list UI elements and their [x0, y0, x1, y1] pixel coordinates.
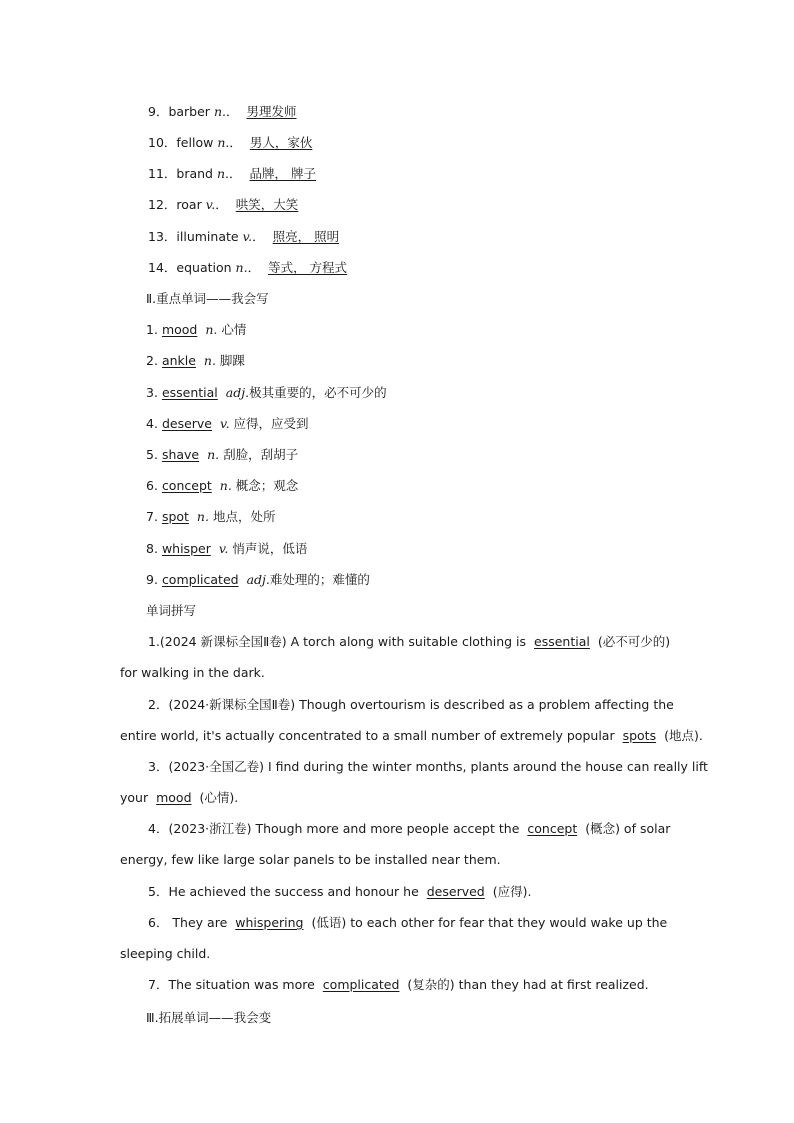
answer-blank: concept: [161, 478, 212, 493]
answer-blank: deserved: [426, 884, 485, 899]
answer-blank: complicated: [322, 977, 400, 992]
section-heading: Ⅲ.拓展单词——我会变: [146, 1010, 272, 1025]
vocab-item: 6. concept n. 概念；观念: [146, 478, 299, 493]
vocab-item: 7. spot n. 地点，处所: [146, 509, 276, 524]
answer-blank: 哄笑，大笑: [235, 197, 299, 212]
vocab-item: 1. mood n. 心情: [146, 322, 247, 337]
answer-blank: spots: [622, 728, 657, 743]
answer-blank: 等式， 方程式: [268, 260, 348, 275]
section-heading: 单词拼写: [146, 603, 197, 618]
vocab-item: 12．roar v.． 哄笑，大笑: [148, 197, 302, 213]
exercise-item: 4．(2023·浙江卷) Though more and more people accept the concept (概念) of solar energy, few like large solar panels to be installed near them.: [120, 821, 671, 867]
exercise-item: 3．(2023·全国乙卷) I find during the winter months, plants around the house can really lift your mood (心情).: [120, 759, 708, 805]
answer-blank: ankle: [161, 353, 196, 368]
exercise-item: 7．The situation was more complicated (复杂的) than they had at first realized.: [148, 977, 649, 992]
answer-blank: 男人，家伙: [249, 135, 313, 150]
exercise-item: 2．(2024·新课标全国Ⅱ卷) Though overtourism is described as a problem affecting the entire world, it's actually concentrated to a small number of extremely popular spots (地点).: [120, 697, 703, 743]
answer-blank: mood: [161, 322, 198, 337]
answer-blank: whispering: [235, 915, 304, 930]
vocab-item: 11．brand n.． 品牌， 牌子: [148, 166, 320, 182]
vocab-item: 9．barber n.． 男理发师: [148, 104, 300, 120]
answer-blank: complicated: [161, 572, 239, 587]
vocab-item: 14．equation n.． 等式， 方程式: [148, 260, 351, 276]
answer-blank: essential: [161, 385, 218, 400]
vocab-item: 3. essential adj.极其重要的，必不可少的: [146, 385, 387, 400]
exercise-item: 6． They are whispering (低语) to each other for fear that they would wake up the sleeping child.: [120, 915, 668, 961]
vocab-item: 10．fellow n.． 男人，家伙: [148, 135, 316, 151]
answer-blank: 照亮， 照明: [272, 229, 340, 244]
answer-blank: mood: [156, 790, 192, 805]
answer-blank: 男理发师: [246, 104, 297, 119]
answer-blank: 品牌， 牌子: [249, 166, 316, 181]
vocab-item: 13．illuminate v.． 照亮， 照明: [148, 229, 343, 245]
answer-blank: concept: [527, 821, 578, 836]
vocab-item: 9. complicated adj.难处理的；难懂的: [146, 572, 370, 587]
vocab-item: 5. shave n. 刮脸，刮胡子: [146, 447, 299, 462]
vocab-item: 2. ankle n. 脚踝: [146, 353, 245, 368]
section-heading: Ⅱ.重点单词——我会写: [146, 291, 269, 306]
answer-blank: shave: [161, 447, 200, 462]
vocab-item: 8. whisper v. 悄声说，低语: [146, 541, 308, 556]
exercise-item: 5．He achieved the success and honour he deserved (应得).: [148, 884, 532, 899]
answer-blank: deserve: [161, 416, 212, 431]
answer-blank: essential: [534, 634, 590, 649]
exercise-item: 1.(2024 新课标全国Ⅱ卷) A torch along with suitable clothing is essential (必不可少的) for walking in the dark.: [120, 634, 671, 680]
answer-blank: spot: [161, 509, 189, 524]
answer-blank: whisper: [161, 541, 211, 556]
vocab-item: 4. deserve v. 应得，应受到: [146, 416, 309, 431]
